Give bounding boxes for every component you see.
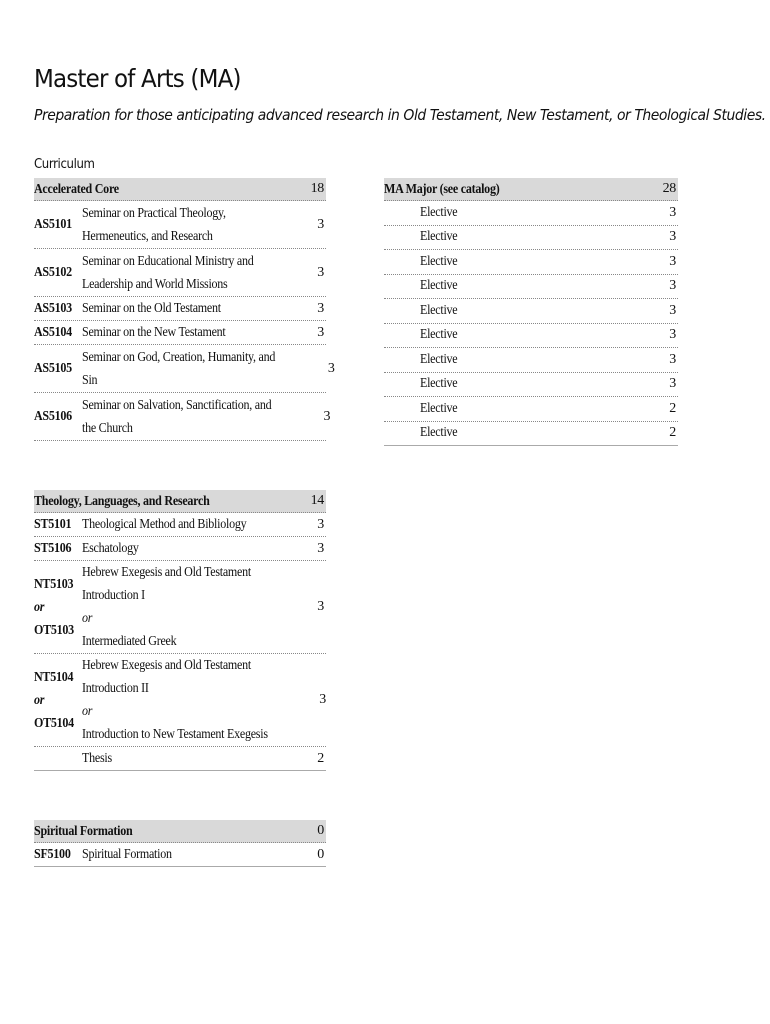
elective-label: Elective [420, 253, 458, 269]
section-title: MA Major (see catalog) [384, 181, 500, 197]
section-title: Accelerated Core [34, 181, 119, 197]
alternative-course-row [34, 561, 326, 654]
course-credits: 3 [317, 324, 324, 340]
thesis-row [34, 747, 326, 771]
course-code: AS5103 [34, 300, 72, 316]
section-total: 28 [662, 181, 676, 196]
elective-label: Elective [420, 204, 458, 220]
course-title: Spiritual Formation [82, 847, 172, 862]
course-code: OT5104 [34, 715, 74, 731]
course-credits: 3 [319, 692, 326, 707]
course-title-line: Seminar on God, Creation, Humanity, and [82, 349, 276, 365]
alternative-course-row [34, 654, 326, 747]
course-code: NT5103 [34, 576, 74, 592]
elective-credits: 3 [669, 376, 676, 392]
accelerated-core-table [34, 178, 335, 441]
or-label: or [34, 599, 45, 615]
spiritual-formation-header [34, 820, 326, 843]
curriculum-label: Curriculum [34, 157, 95, 172]
accelerated-core-header [34, 178, 326, 201]
course-row [34, 345, 335, 393]
course-row [34, 537, 326, 561]
elective-credits: 3 [669, 229, 676, 245]
elective-credits: 2 [669, 400, 676, 416]
course-credits: 3 [317, 300, 324, 316]
theology-header [34, 490, 326, 513]
course-code: AS5101 [34, 216, 72, 232]
course-row [34, 297, 326, 321]
elective-credits: 3 [669, 278, 676, 294]
theology-table [34, 490, 326, 771]
course-row [34, 843, 326, 867]
elective-label: Elective [420, 425, 458, 441]
elective-row [384, 250, 678, 275]
ma-major-header [384, 178, 678, 201]
course-title-line: Leadership and World Missions [82, 276, 228, 292]
thesis-credits: 2 [317, 750, 324, 766]
course-title-line: Hermeneutics, and Research [82, 228, 213, 244]
course-code: AS5104 [34, 324, 72, 340]
course-title-line: Hebrew Exegesis and Old Testament [82, 658, 251, 673]
section-total: 0 [317, 823, 324, 838]
course-code: AS5102 [34, 264, 72, 280]
elective-credits: 3 [669, 351, 676, 367]
ma-major-table [384, 178, 678, 446]
elective-label: Elective [420, 278, 458, 294]
course-credits: 3 [327, 360, 335, 376]
course-code: SF5100 [34, 846, 71, 862]
thesis-label: Thesis [82, 751, 112, 766]
course-code: AS5105 [34, 360, 72, 376]
course-title-line: Hebrew Exegesis and Old Testament [82, 565, 251, 580]
course-title-line: Seminar on Educational Ministry and [82, 253, 254, 269]
elective-credits: 2 [669, 425, 676, 441]
elective-row [384, 299, 678, 324]
course-title: Eschatology [82, 541, 139, 556]
or-label: or [82, 611, 93, 626]
course-title-line: Sin [82, 372, 98, 388]
elective-row [384, 373, 678, 398]
or-label: or [82, 704, 93, 719]
section-total: 14 [310, 493, 324, 508]
course-row [34, 249, 326, 297]
page-subtitle: Preparation for those anticipating advanced research in Old Testament, New Testament, or Theological Studies. [34, 106, 766, 124]
section-title: Theology, Languages, and Research [34, 493, 210, 509]
section-total: 18 [310, 181, 324, 196]
course-row [34, 513, 326, 537]
course-title-line: Seminar on the New Testament [82, 325, 226, 340]
course-credits: 0 [317, 846, 324, 862]
course-row [34, 321, 326, 345]
course-title-line: Introduction I [82, 588, 145, 603]
course-code: ST5106 [34, 540, 72, 556]
course-code: OT5103 [34, 622, 74, 638]
course-title-line: Introduction II [82, 681, 149, 696]
course-credits: 3 [317, 516, 324, 532]
page-title: Master of Arts (MA) [34, 64, 241, 93]
elective-row [384, 275, 678, 300]
elective-label: Elective [420, 351, 458, 367]
course-credits: 3 [317, 216, 324, 232]
course-title: Theological Method and Bibliology [82, 517, 247, 532]
elective-row [384, 201, 678, 226]
elective-credits: 3 [669, 327, 676, 343]
course-title-line: Seminar on Practical Theology, [82, 205, 226, 221]
course-code: ST5101 [34, 516, 72, 532]
course-title-line: Seminar on Salvation, Sanctification, and [82, 397, 272, 413]
course-credits: 3 [317, 264, 324, 280]
course-row [34, 201, 326, 249]
elective-credits: 3 [669, 204, 676, 220]
course-code: NT5104 [34, 669, 74, 685]
elective-credits: 3 [669, 253, 676, 269]
elective-row [384, 397, 678, 422]
elective-label: Elective [420, 229, 458, 245]
or-label: or [34, 692, 45, 708]
spiritual-formation-table [34, 820, 326, 867]
course-credits: 3 [317, 599, 324, 614]
elective-label: Elective [420, 302, 458, 318]
elective-row [384, 226, 678, 251]
elective-row [384, 422, 678, 447]
course-row [34, 393, 331, 441]
course-title-line: Intermediated Greek [82, 634, 177, 649]
elective-row [384, 324, 678, 349]
section-title: Spiritual Formation [34, 823, 133, 839]
elective-label: Elective [420, 376, 458, 392]
course-code: AS5106 [34, 408, 72, 424]
course-title-line: Introduction to New Testament Exegesis [82, 727, 268, 742]
elective-row [384, 348, 678, 373]
course-title-line: the Church [82, 420, 133, 436]
course-credits: 3 [317, 540, 324, 556]
course-title-line: Seminar on the Old Testament [82, 301, 221, 316]
elective-label: Elective [420, 327, 458, 343]
course-credits: 3 [323, 408, 331, 424]
elective-label: Elective [420, 400, 458, 416]
elective-credits: 3 [669, 302, 676, 318]
